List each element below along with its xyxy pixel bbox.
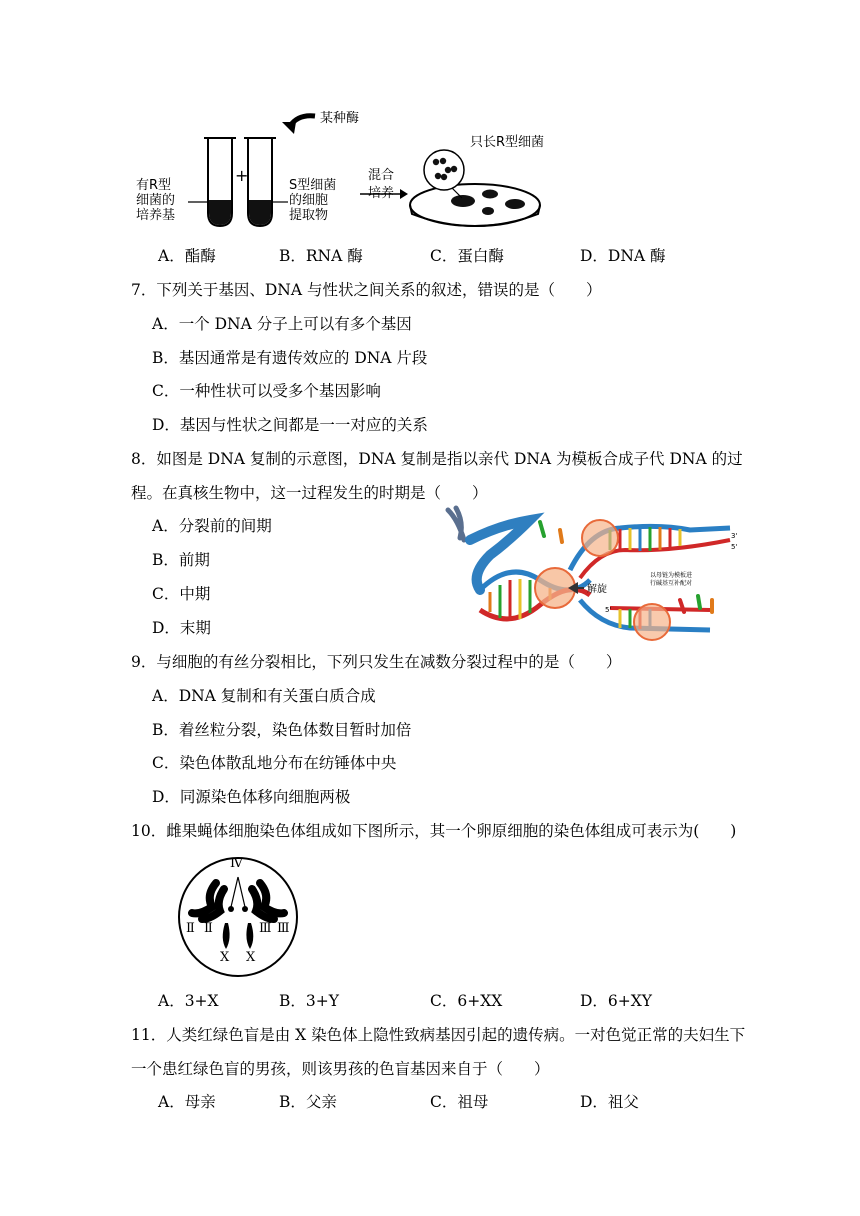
unwind-label: 解旋	[587, 584, 607, 595]
end-label-3prime: 3'	[731, 532, 738, 540]
left-label-2: 细菌的	[136, 193, 176, 208]
q11-option-d[interactable]: D．祖父	[580, 1093, 639, 1111]
q8-stem-line2: 程。在真核生物中，这一过程发生的时期是（ ）	[131, 484, 488, 502]
q9-option-c[interactable]: C．染色体散乱地分布在纺锤体中央	[152, 754, 397, 772]
left-label-1: 有R型	[136, 178, 172, 193]
q11-stem-line2: 一个患红绿色盲的男孩，则该男孩的色盲基因来自于（ ）	[131, 1060, 550, 1078]
q8-option-d[interactable]: D．末期	[152, 619, 211, 637]
q9-option-d[interactable]: D．同源染色体移向细胞两极	[152, 788, 351, 806]
plus-sign: +	[235, 166, 249, 185]
q10-stem: 10．雌果蝇体细胞染色体组成如下图所示，其一个卵原细胞的染色体组成可表示为( )	[131, 822, 737, 840]
pairing-note-2: 行碱基互补配对	[650, 580, 693, 587]
dna-helix-illustration	[440, 500, 740, 645]
right-label-2: 的细胞	[289, 193, 329, 208]
result-label: 只长R型细菌	[470, 135, 545, 150]
end-label-5prime-bottom: 5'	[605, 606, 612, 614]
q11-option-b[interactable]: B．父亲	[279, 1093, 337, 1111]
q6-option-d[interactable]: D．DNA 酶	[580, 247, 666, 265]
right-label-3: 提取物	[289, 208, 329, 223]
cell-chromosomes	[176, 855, 300, 979]
q11-stem-line1: 11．人类红绿色盲是由 X 染色体上隐性致病基因引起的遗传病。一对色觉正常的夫妇生下	[131, 1026, 746, 1044]
q8-option-a[interactable]: A．分裂前的间期	[152, 517, 272, 535]
label-ii-inner: Ⅱ	[204, 921, 213, 936]
arrow-label-1: 混合	[368, 168, 395, 183]
q8-stem-line1: 8．如图是 DNA 复制的示意图，DNA 复制是指以亲代 DNA 为模板合成子代 DNA 的过	[131, 450, 743, 468]
label-x-left: X	[220, 950, 230, 965]
q10-option-b[interactable]: B．3+Y	[279, 992, 339, 1010]
q7-option-a[interactable]: A．一个 DNA 分子上可以有多个基因	[152, 315, 412, 333]
q7-option-b[interactable]: B．基因通常是有遗传效应的 DNA 片段	[152, 349, 428, 367]
q7-stem: 7．下列关于基因、DNA 与性状之间关系的叙述，错误的是（ ）	[131, 281, 602, 299]
q11-option-c[interactable]: C．祖母	[430, 1093, 489, 1111]
left-label-3: 培养基	[136, 208, 176, 223]
right-label-1: S型细菌	[289, 178, 337, 193]
q9-stem: 9．与细胞的有丝分裂相比，下列只发生在减数分裂过程中的是（ ）	[131, 653, 622, 671]
q6-option-b[interactable]: B．RNA 酶	[279, 247, 363, 265]
label-iii-inner: Ⅲ	[259, 921, 272, 936]
q8-option-b[interactable]: B．前期	[152, 551, 210, 569]
q7-option-c[interactable]: C．一种性状可以受多个基因影响	[152, 382, 381, 400]
q9-option-a[interactable]: A．DNA 复制和有关蛋白质合成	[152, 687, 376, 705]
label-iv: Ⅳ	[230, 856, 243, 871]
q6-option-c[interactable]: C．蛋白酶	[430, 247, 504, 265]
q9-option-b[interactable]: B．着丝粒分裂，染色体数目暂时加倍	[152, 721, 412, 739]
label-x-right: X	[246, 950, 256, 965]
q11-option-a[interactable]: A．母亲	[158, 1093, 216, 1111]
q7-option-d[interactable]: D．基因与性状之间都是一一对应的关系	[152, 416, 428, 434]
pairing-note-1: 以母链为模板进	[650, 572, 693, 579]
end-label-5prime-top: 5'	[731, 543, 738, 551]
label-iii-outer: Ⅲ	[277, 921, 290, 936]
q8-option-c[interactable]: C．中期	[152, 585, 211, 603]
q10-option-d[interactable]: D．6+XY	[580, 992, 653, 1010]
q10-option-c[interactable]: C．6+XX	[430, 992, 503, 1010]
q10-option-a[interactable]: A．3+X	[158, 992, 219, 1010]
enzyme-label: 某种酶	[320, 111, 360, 126]
arrow-label-2: 培养	[368, 186, 395, 201]
q6-option-a[interactable]: A．酯酶	[158, 247, 216, 265]
label-ii-outer: Ⅱ	[186, 921, 195, 936]
